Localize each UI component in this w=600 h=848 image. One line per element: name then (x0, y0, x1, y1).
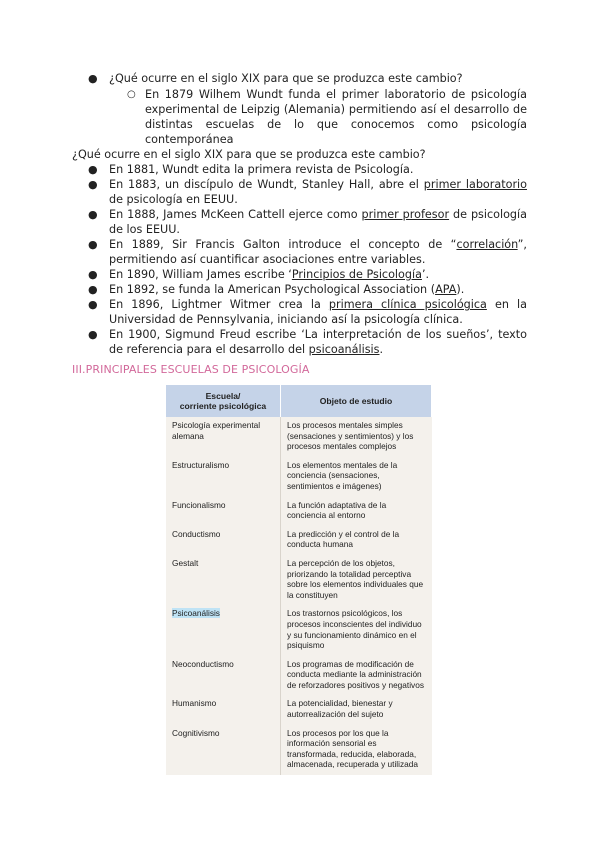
list-item: ● En 1883, un discípulo de Wundt, Stanley Hall, abre el primer laboratorio de psicología en EEUU. (88, 178, 528, 206)
school-cell: Psicología experimental alemana (166, 417, 281, 457)
table-row (166, 417, 432, 457)
object-cell: La predicción y el control de la conducta humana (287, 528, 400, 550)
object-cell: La potencialidad, bienestar y autorrealización del sujeto (287, 698, 393, 720)
school-cell: Humanismo (166, 695, 281, 724)
question-text: ¿Qué ocurre en el siglo XIX para que se produzca este cambio? (109, 72, 463, 85)
text-block (0, 71, 600, 357)
list-item: ● En 1900, Sigmund Freud escribe ‘La interpretación de los sueños’, texto de referencia para el desarrollo del psicoanálisis. (88, 328, 527, 356)
object-cell: Los procesos mentales simples (sensaciones y sentimientos) y los procesos mentales complejos (287, 420, 414, 452)
table-row (166, 605, 432, 655)
underlined-term: psicoanálisis (308, 343, 380, 356)
school-cell: Conductismo (166, 526, 281, 555)
object-cell: La función adaptativa de la conciencia al entorno (287, 499, 387, 521)
underlined-term: APA (435, 283, 457, 296)
table-row (166, 725, 432, 775)
list-item: ● ¿Qué ocurre en el siglo XIX para que se produzca este cambio? (88, 72, 463, 85)
sub-text: En 1879 Wilhem Wundt funda el primer laboratorio de psicología experimental de Leipzig (Alemania) permitiendo así el desarrollo de distintas escuelas de lo que conocemos como psicología contemporánea (145, 88, 527, 146)
table-row (166, 555, 432, 605)
header-object: Objeto de estudio (281, 385, 432, 417)
object-cell: Los procesos por los que la información sensorial es transformada, reducida, elaborada, almacenada, recuperada y utilizada (287, 727, 418, 770)
list-item: ● En 1889, Sir Francis Galton introduce el concepto de “correlación”, permitiendo así cuantificar asociaciones entre variables. (88, 238, 527, 266)
underlined-term: primer laboratorio (423, 178, 528, 191)
school-cell: Funcionalismo (166, 497, 281, 526)
list-item: ● En 1888, James McKeen Cattell ejerce como primer profesor de psicología de los EEUU. (88, 208, 528, 236)
underlined-term: primera clínica psicológica (328, 298, 487, 311)
school-cell: Neoconductismo (166, 656, 281, 696)
table-row (166, 695, 432, 724)
table-row (166, 457, 432, 497)
schools-table (166, 385, 432, 775)
list-item: ● En 1892, se funda la American Psychological Association (APA). (88, 283, 465, 296)
school-cell: Estructuralismo (166, 457, 281, 497)
object-cell: Los trastornos psicológicos, los procesos inconscientes del individuo y su funcionamiento dinámico en el psiquismo (287, 608, 422, 651)
highlighted-school: Psicoanálisis (172, 608, 220, 619)
underlined-term: Principios de Psicología (291, 268, 422, 281)
section-heading: III.PRINCIPALES ESCUELAS DE PSICOLOGÍA (72, 363, 310, 376)
list-item: ● En 1896, Lightmer Witmer crea la primera clínica psicológica en la Universidad de Pennsylvania, iniciando así la psicología clínica. (88, 298, 527, 326)
table-row (166, 497, 432, 526)
object-cell: Los elementos mentales de la conciencia (sensaciones, sentimientos e imágenes) (287, 459, 398, 491)
table-row (166, 656, 432, 696)
object-cell: La percepción de los objetos, priorizando la totalidad perceptiva sobre los elementos individuales que la constituyen (287, 557, 424, 600)
table-row (166, 526, 432, 555)
list-item: ● En 1890, William James escribe ‘Principios de Psicología’. (88, 268, 430, 281)
school-cell: Gestalt (166, 555, 281, 605)
school-cell: Cognitivismo (166, 725, 281, 775)
sub-list-item: ○ En 1879 Wilhem Wundt funda el primer laboratorio de psicología experimental de Leipzig (Alemania) permitiendo así el desarrollo de distintas escuelas de lo que conocemos como psicología contemporánea (127, 88, 527, 146)
underlined-term: primer profesor (361, 208, 450, 221)
list-item: ● En 1881, Wundt edita la primera revista de Psicología. (88, 163, 414, 176)
underlined-term: correlación (456, 238, 518, 251)
question-line: ¿Qué ocurre en el siglo XIX para que se produzca este cambio? (72, 148, 426, 161)
header-school: Escuela/ corriente psicológica (166, 385, 281, 417)
table-header-row (166, 385, 432, 417)
school-cell (166, 605, 281, 655)
object-cell: Los programas de modificación de conducta mediante la administración de reforzadores positivos y negativos (287, 658, 424, 690)
